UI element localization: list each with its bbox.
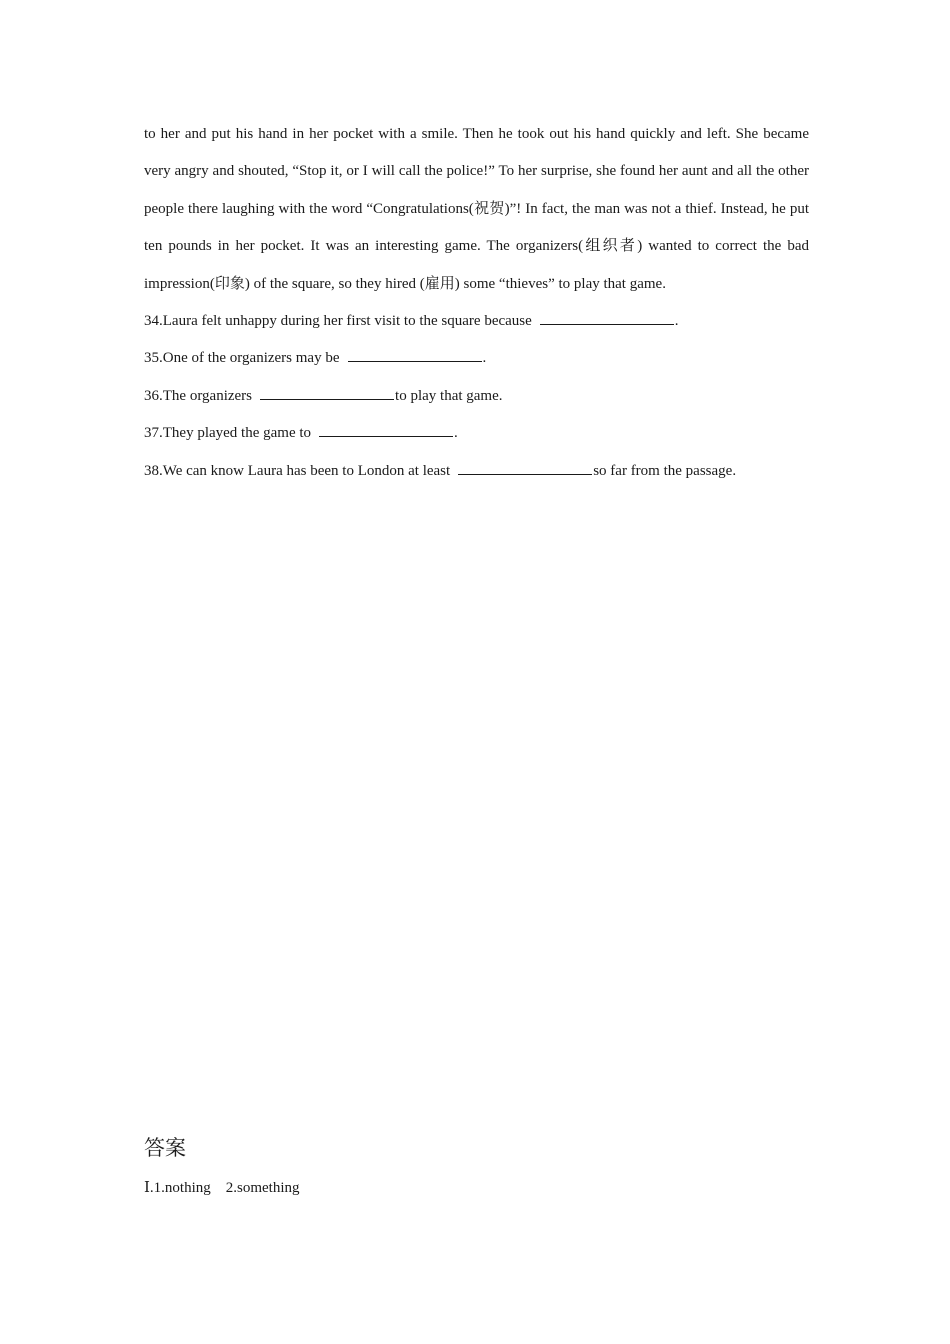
answer-blank [458,460,592,475]
question-list [144,303,809,490]
answer-heading: 答案 [144,1136,186,1160]
question-text: 38.We can know Laura has been to London at least [144,462,451,479]
question-suffix: to play that game. [395,387,503,404]
question-text: 34.Laura felt unhappy during her first visit to the square because [144,313,532,330]
question-text: 37.They played the game to [144,425,312,442]
question-35 [144,340,809,377]
question-suffix: . [482,350,487,367]
question-37 [144,415,809,452]
question-text: 36.The organizers [144,387,253,404]
answer-section [144,1133,809,1198]
answer-blank [260,385,394,400]
question-suffix: so far from the passage. [593,462,737,479]
answer-blank [540,310,674,325]
answer-blank [319,422,453,437]
question-38 [144,453,809,490]
question-36 [144,378,809,415]
question-suffix: . [674,313,679,330]
question-text: 35.One of the organizers may be [144,350,340,367]
question-34 [144,303,809,340]
question-suffix: . [454,425,458,442]
reading-passage: to her and put his hand in her pocket with a smile. Then he took out his hand quickly and left. She became very angry and shouted, “Stop it, or I will call the police!” To her surprise, she found her aunt and all the other people there laughing with the word “Congratulations(祝贺)”! In fact, the man was not a thief. Instead, he put ten pounds in her pocket. It was an interesting game. The organizers(组织者) wanted to correct the bad impression(印象) of the square, so they hired (雇用) some “thieves” to play that game. [144,126,809,292]
answer-line: Ⅰ.1.nothing 2.something [144,1180,300,1196]
document-page [144,116,809,490]
answer-blank [348,347,482,362]
